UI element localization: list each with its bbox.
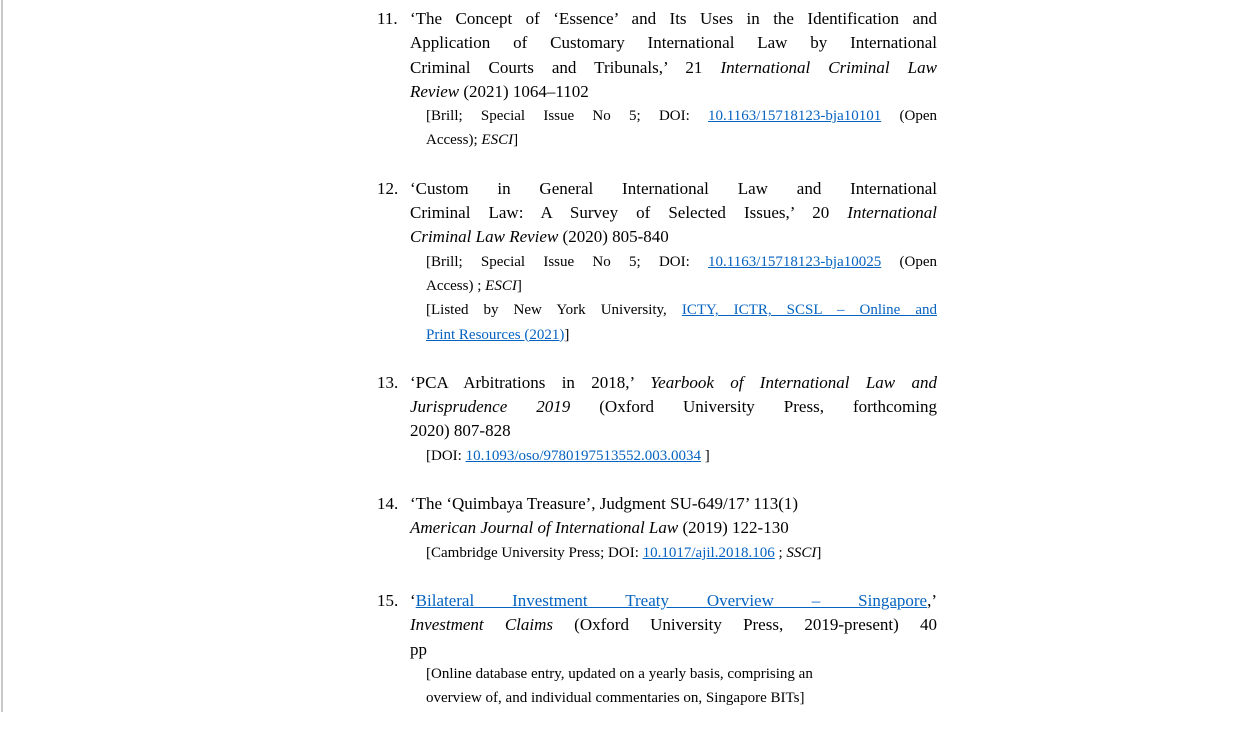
citation-note-line [426,662,937,686]
hyperlink[interactable]: Bilateral Investment Treaty Overview – Singapore [415,590,928,610]
citation-note-line [426,686,937,710]
text-segment: ‘The ‘Quimbaya Treasure’, Judgment SU-649/17’ 113(1) [410,494,799,514]
item-content [410,177,937,347]
hyperlink[interactable]: 10.1093/oso/9780197513552.003.0034 [465,447,702,464]
text-segment: ,’ [927,590,937,610]
text-segment: ] [564,326,570,343]
item-content [410,7,937,153]
hyperlink[interactable]: 10.1163/15718123-bja10025 [708,253,882,270]
publication-list [377,7,939,734]
text-segment: Criminal Law: A Survey of Selected Issues,’ 20 [410,203,848,223]
text-segment: (2021) 1064–1102 [459,81,589,101]
citation-line [410,225,937,249]
citation-note-line [426,541,937,565]
citation-line [410,638,937,662]
text-segment: Access); [426,132,482,149]
citation-note-line [426,250,937,274]
text-segment: (Oxford University Press, 2019-present) 40 [553,615,937,635]
text-segment: ‘Custom in General International Law and International [410,178,937,198]
italic-text-segment: Investment Claims [410,615,553,635]
italic-text-segment: American Journal of International Law [410,518,679,538]
italic-text-segment: ESCI [481,132,514,149]
text-segment: pp [410,639,427,659]
text-segment: (Open [881,108,937,125]
citation-line [410,589,937,613]
citation-line [410,492,937,516]
text-segment: (Oxford University Press, forthcoming [570,397,937,417]
text-segment: ‘ [410,590,416,610]
italic-text-segment: Yearbook of International Law and [650,372,937,392]
text-segment: (2020) 805-840 [558,227,669,247]
text-segment: [Brill; Special Issue No 5; DOI: [426,108,709,125]
citation-note-line [426,128,937,152]
citation-line [410,7,937,31]
hyperlink[interactable]: 10.1017/ajil.2018.106 [642,544,775,561]
text-segment: Criminal Courts and Tribunals,’ 21 [410,57,721,77]
text-segment: ] [513,132,519,149]
item-content [410,589,937,710]
citation-line [410,371,937,395]
publication-item [377,589,939,710]
citation-note-line [426,298,937,322]
text-segment: Application of Customary International Law by International [410,33,937,53]
text-segment: Access) ; [426,277,486,294]
hyperlink[interactable]: ICTY, ICTR, SCSL – Online and [681,302,937,319]
citation-note-line [426,274,937,298]
item-number: 15. [377,590,399,610]
item-content [410,371,937,468]
text-segment: ‘The Concept of ‘Essence’ and Its Uses in the Identification and [410,9,937,28]
text-segment: ] [701,447,710,464]
hyperlink[interactable]: Print Resources (2021) [426,326,565,343]
citation-line [410,613,937,637]
citation-line [410,419,937,443]
citation-note-line [426,104,937,128]
text-segment: ; [774,544,787,561]
text-segment: [DOI: [426,447,466,464]
text-segment: [Brill; Special Issue No 5; DOI: [426,253,709,270]
page-left-edge [1,0,3,712]
item-number: 11. [377,9,398,28]
item-number: 14. [377,494,399,514]
italic-text-segment: ESCI [485,277,517,294]
publication-item [377,492,939,565]
citation-line [410,56,937,80]
publication-item [377,177,939,347]
citation-line [410,177,937,201]
text-segment: overview of, and individual commentaries on, Singapore BITs] [426,690,805,707]
citation-line [410,201,937,225]
hyperlink[interactable]: 10.1163/15718123-bja10101 [708,108,882,125]
text-segment: [Listed by New York University, [426,302,682,319]
item-number: 13. [377,372,399,392]
citation-note-line [426,444,937,468]
text-segment: ] [516,277,522,294]
italic-text-segment: SSCI [786,544,817,561]
citation-line [410,516,937,540]
citation-line [410,31,937,55]
italic-text-segment: International [847,203,937,223]
publication-item [377,371,939,468]
item-content [410,492,937,565]
text-segment: [Cambridge University Press; DOI: [426,544,643,561]
italic-text-segment: Criminal Law Review [410,227,559,247]
text-segment: ] [816,544,822,561]
italic-text-segment: Jurisprudence 2019 [410,397,571,417]
italic-text-segment: International Criminal Law [720,57,937,77]
text-segment: [Online database entry, updated on a yearly basis, comprising an [426,665,813,682]
citation-line [410,395,937,419]
text-segment: (2019) 122-130 [678,518,789,538]
citation-line [410,80,937,104]
citation-note-line [426,323,937,347]
item-number: 12. [377,178,399,198]
italic-text-segment: Review [410,81,460,101]
text-segment: 2020) 807-828 [410,421,511,441]
text-segment: (Open [881,253,937,270]
text-segment: ‘PCA Arbitrations in 2018,’ [410,372,651,392]
publication-item [377,7,939,153]
